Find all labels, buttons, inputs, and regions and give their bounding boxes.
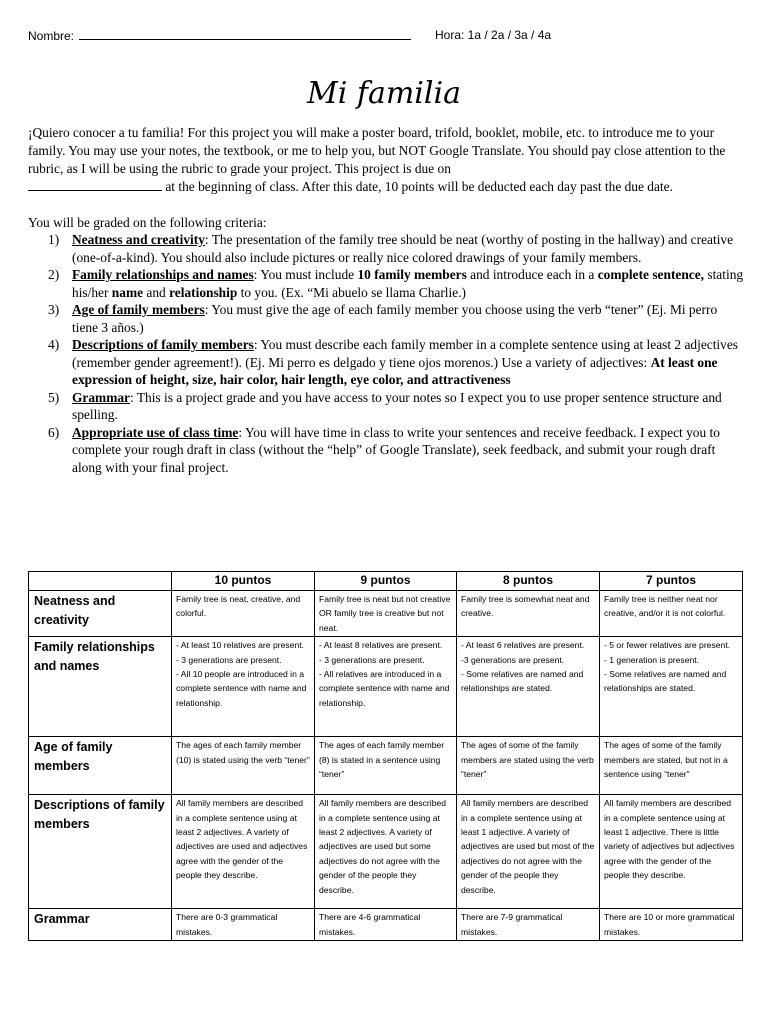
rubric-cell: The ages of some of the family members are stated using the verb “tener” [457, 737, 600, 795]
criterion-title: Descriptions of family members [72, 337, 254, 352]
criterion-bold: relationship [169, 284, 238, 300]
rubric-criterion: Age of family members [29, 737, 172, 795]
rubric-header-cell: 9 puntos [315, 572, 457, 591]
rubric-cell: There are 4-6 grammatical mistakes. [315, 909, 457, 941]
criterion-text: : The presentation of the family tree should be neat (worthy of posting in the hallway) and creative (one-of-a-kind). You should also include pictures or really nice colored drawings of your family members. [72, 232, 734, 265]
criterion-title: Appropriate use of class time [72, 424, 239, 440]
criterion-text: stating his/her [72, 267, 744, 300]
item-number: 4) [48, 337, 60, 352]
criterion-item [28, 231, 744, 266]
criterion-bold: At least one expression of height, size, hair color, hair length, eye color, and attractiveness [72, 354, 718, 387]
criterion-bold: complete sentence, [597, 267, 705, 282]
item-number: 2) [48, 267, 60, 282]
criterion-text: to you. (Ex. “Mi abuelo se llama Charlie.) [237, 284, 466, 300]
criterion-text: and introduce each in a [466, 267, 598, 282]
rubric-criterion: Family relationships and names [29, 637, 172, 737]
rubric-cell: Family tree is neat but not creative OR family tree is creative but not neat. [315, 591, 457, 637]
rubric-cell: - At least 8 relatives are present. - 3 generations are present. - All relatives are introduced in a complete sentence with name and relationship. [315, 637, 457, 737]
rubric-cell: There are 7-9 grammatical mistakes. [457, 909, 600, 941]
rubric-cell: There are 10 or more grammatical mistakes. [600, 909, 743, 941]
intro-text-2: at the beginning of class. After this date, 10 points will be deducted each day past the due date. [165, 179, 673, 194]
criterion-text: : You must describe each family member in a complete sentence using at least 2 adjectives (remember gender agreement!). (Ej. Mi perro es delgado y tiene ojos morenos.) Use a variety of adjectives: [72, 337, 739, 370]
rubric-criterion: Neatness and creativity [29, 591, 172, 637]
criterion-title: Neatness and creativity [72, 232, 205, 247]
intro-paragraph [28, 124, 746, 196]
criterion-text: : You must give the age of each family member you choose using the verb “tener” (Ej. Mi perro tiene 3 años.) [72, 302, 718, 335]
rubric-cell: - At least 10 relatives are present. - 3 generations are present. - All 10 people are introduced in a complete sentence with name and relationship. [172, 637, 315, 737]
criterion-item [28, 389, 744, 424]
rubric-cell: - 5 or fewer relatives are present. - 1 generation is present. - Some relatives are named and relationships are stated. [600, 637, 743, 737]
criterion-item [28, 424, 744, 477]
criterion-bold: 10 family members [357, 267, 467, 282]
rubric-row [29, 637, 743, 737]
rubric-row [29, 909, 743, 941]
rubric-cell: All family members are described in a complete sentence using at least 2 adjectives. A variety of adjectives are used and adjectives agree with the gender of the people they describe. [172, 795, 315, 909]
rubric-cell: Family tree is neither neat nor creative, and/or it is not colorful. [600, 591, 743, 637]
page-title: Mi familia [307, 76, 461, 111]
rubric-cell: All family members are described in a complete sentence using at least 1 adjective. A variety of adjectives are used but most of the adjectives do not agree with the gender of the people they describe. [457, 795, 600, 909]
rubric-cell: Family tree is neat, creative, and colorful. [172, 591, 315, 637]
intro-text-1: ¡Quiero conocer a tu familia! For this project you will make a poster board, trifold, booklet, mobile, etc. to introduce me to your family. You may use your notes, the textbook, or me to help you, but NOT Google Translate. You should pay close attention to the rubric, as I will be using the rubric to grade your project. This project is due on [28, 125, 726, 176]
rubric-header-cell: 10 puntos [172, 572, 315, 591]
criterion-text: : You must include [253, 267, 358, 282]
criteria-list [28, 231, 744, 476]
criterion-text: and [143, 284, 170, 300]
rubric-cell: The ages of each family member (10) is stated using the verb “tener” [172, 737, 315, 795]
rubric-row [29, 795, 743, 909]
rubric-header-row [29, 572, 743, 591]
item-number: 3) [48, 302, 60, 317]
rubric-cell: - At least 6 relatives are present. -3 generations are present. - Some relatives are named and relationships are stated. [457, 637, 600, 737]
rubric-cell: The ages of some of the family members are stated, but not in a sentence using “tener” [600, 737, 743, 795]
criterion-item [28, 301, 744, 336]
rubric-criterion: Grammar [29, 909, 172, 941]
criterion-item [28, 336, 744, 389]
rubric-cell: Family tree is somewhat neat and creative. [457, 591, 600, 637]
criteria-intro: You will be graded on the following criteria: [28, 215, 267, 230]
criterion-item [28, 266, 744, 301]
criterion-title: Age of family members [72, 302, 205, 317]
name-label: Nombre: [28, 28, 411, 43]
name-blank [79, 28, 411, 40]
rubric-criterion: Descriptions of family members [29, 795, 172, 909]
rubric-cell: All family members are described in a complete sentence using at least 2 adjectives. A variety of adjectives are used but some adjectives do not agree with the gender of the people they describe. [315, 795, 457, 909]
rubric-row [29, 591, 743, 637]
rubric-cell: There are 0-3 grammatical mistakes. [172, 909, 315, 941]
item-number: 6) [48, 424, 60, 440]
criterion-title: Grammar [72, 389, 131, 405]
criterion-text: : You will have time in class to write your sentences and receive feedback. I expect you to complete your rough draft in class (without the “help” of Google Translate), seek feedback, and submit your rough draft along with your final project. [72, 424, 720, 475]
rubric-header-cell: 7 puntos [600, 572, 743, 591]
rubric-header-cell [29, 572, 172, 591]
item-number: 5) [48, 389, 60, 405]
due-date-blank [28, 178, 162, 191]
period-label: Hora: 1a / 2a / 3a / 4a [435, 28, 552, 42]
rubric-table [28, 571, 743, 941]
criterion-title: Family relationships and names [72, 267, 254, 282]
criterion-bold: name [111, 284, 144, 300]
criterion-text: : This is a project grade and you have access to your notes so I expect you to use proper sentence structure and spelling. [72, 389, 722, 422]
item-number: 1) [48, 232, 60, 247]
rubric-header-cell: 8 puntos [457, 572, 600, 591]
rubric-cell: All family members are described in a complete sentence using at least 1 adjective. There is little variety of adjectives but adjectives agree with the gender of the people they describe. [600, 795, 743, 909]
name-period-header [28, 28, 740, 46]
rubric-cell: The ages of each family member (8) is stated in a sentence using “tener” [315, 737, 457, 795]
rubric-row [29, 737, 743, 795]
